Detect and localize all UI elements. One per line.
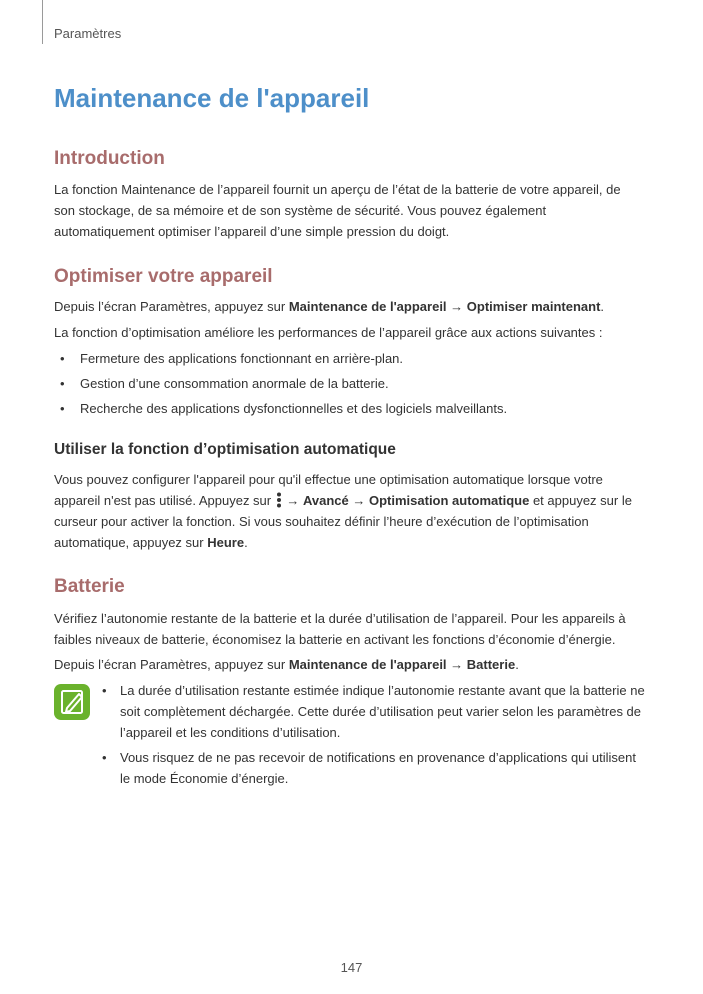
optimize-path-item-maintenance: Maintenance de l'appareil	[288, 299, 447, 314]
list-item-text: Gestion d’une consommation anormale de la batterie.	[80, 376, 389, 391]
bullet-dot: •	[60, 401, 65, 416]
list-item-text: Fermeture des applications fonctionnant en arrière-plan.	[80, 351, 404, 366]
optimize-path	[54, 296, 644, 317]
note-pencil-icon	[54, 684, 90, 720]
note-pencil-glyph	[54, 684, 90, 720]
list-item	[54, 346, 644, 371]
intro-heading: Introduction	[54, 148, 165, 169]
list-item	[98, 680, 646, 743]
bullet-dot: •	[60, 376, 65, 391]
optimize-heading: Optimiser votre appareil	[54, 266, 273, 287]
list-item-text: Recherche des applications dysfonctionnelles et des logiciels malveillants.	[80, 401, 508, 416]
intro-text: La fonction Maintenance de l’appareil fournit un aperçu de l’état de la batterie de votre appareil, de son stockage, de sa mémoire et de son système de sécurité. Vous pouvez également automatiquement optimiser l’appareil d’une simple pression du doigt.	[54, 182, 621, 239]
battery-path-item-maintenance: Maintenance de l'appareil	[288, 657, 447, 672]
optimize-desc: La fonction d’optimisation améliore les performances de l’appareil grâce aux actions suivantes :	[54, 325, 603, 340]
auto-menu-time: Heure	[207, 535, 245, 550]
auto-menu-advanced: Avancé	[302, 493, 349, 508]
battery-path-prefix: Depuis l’écran Paramètres, appuyez sur	[54, 657, 289, 672]
optimize-path-suffix: .	[600, 299, 605, 314]
bullet-dot: •	[102, 750, 107, 765]
auto-text	[54, 469, 644, 553]
battery-text: Vérifiez l’autonomie restante de la batterie et la durée d’utilisation de l’appareil. Pour les appareils à faibles niveaux de batterie, économisez la batterie en activant les fonctions d’économie d’énergie.	[54, 611, 626, 647]
note-list	[98, 680, 646, 793]
list-item	[54, 371, 644, 396]
list-item	[98, 747, 646, 789]
battery-path-arrow: →	[446, 657, 467, 672]
battery-path-item-battery: Batterie	[466, 657, 516, 672]
running-head: Paramètres	[54, 26, 122, 41]
more-options-icon	[276, 492, 282, 508]
list-item-text: La durée d’utilisation restante estimée indique l’autonomie restante avant que la batterie ne soit complètement déchargée. Cette durée d’utilisation peut varier selon les paramètres de l’appareil et les conditions d’utilisation.	[120, 683, 645, 740]
auto-text-part1: Vous pouvez configurer l'appareil pour qu'il effectue une optimisation automatique lorsque votre appareil n'est pas utilisé. Appuyez sur	[54, 472, 603, 508]
auto-heading: Utiliser la fonction d’optimisation automatique	[54, 441, 396, 458]
battery-heading: Batterie	[54, 576, 125, 597]
auto-arrow-1: →	[282, 493, 303, 508]
bullet-dot: •	[102, 683, 107, 698]
optimize-path-arrow: →	[446, 299, 467, 314]
list-item	[54, 396, 644, 421]
optimize-path-item-optimize: Optimiser maintenant	[466, 299, 601, 314]
auto-menu-auto-optimization: Optimisation automatique	[368, 493, 530, 508]
optimize-bullet-list	[54, 346, 644, 421]
auto-text-part2: et appuyez sur le curseur pour activer la fonction. Si vous souhaitez définir l’heure d’exécution de l’optimisation automatique, appuyez sur	[54, 493, 632, 550]
list-item-text: Vous risquez de ne pas recevoir de notifications en provenance d’applications qui utilisent le mode Économie d’énergie.	[120, 750, 636, 786]
page-number: 147	[340, 960, 363, 975]
page-title: Maintenance de l'appareil	[54, 83, 370, 113]
bullet-dot: •	[60, 351, 65, 366]
corner-rule	[42, 0, 43, 44]
auto-arrow-2: →	[348, 493, 369, 508]
auto-text-part3: .	[244, 535, 248, 550]
battery-path	[54, 654, 644, 675]
battery-path-suffix: .	[515, 657, 519, 672]
optimize-path-prefix: Depuis l’écran Paramètres, appuyez sur	[54, 299, 289, 314]
